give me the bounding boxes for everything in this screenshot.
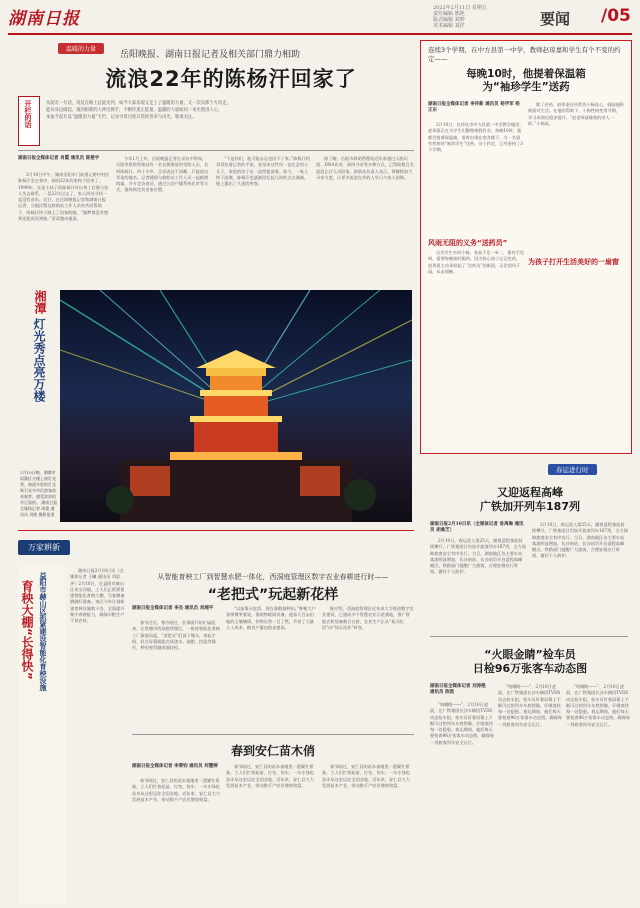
- anren-byline: 湖南日报全媒体记者 李秉钧 通讯员 何慧婷: [132, 764, 218, 769]
- firewatch-body-col-3: [566, 684, 630, 902]
- editor-1: 责任编辑 邢艳: [433, 11, 465, 17]
- issue-date: 2022年2月11日 星期五: [433, 5, 487, 11]
- lead-body-text: 今年1月上旬，岳阳晚报记者在采访中得知，岳阳市救助管理站有一名长期滞留的受助人员，名叫陈杨汗，四十多岁，言语表达不清晰，只能说出零星的地名。记者随即与救助站工作人员一起梳理线索，多方走访查证，通过公安户籍系统比对等方式，最终锁定其老家位置。: [116, 156, 209, 193]
- boxed-headline-line-1: 每晚10时，他提着保温箱: [466, 68, 586, 80]
- lead-kicker: 岳阳晚报、湖南日报记者及相关部门鼎力相助: [120, 50, 301, 60]
- boxed-subhead-1: 风雨无阻的义务“送药员”: [428, 239, 508, 247]
- boxed-body-b: [428, 250, 524, 446]
- boxed-body-c: [528, 102, 624, 252]
- firewatch-body-text: “咯嘣咯——”，2月10日凌晨，在广铁集团长沙车辆段TVDS动态检车组，检车员盯着屏幕上不断闪过的列车车底图像，仔细查找每一处隐患。春运期间，他们每天要检查96万张客车动态图，确保每一列旅客列车安全运行。: [566, 684, 630, 727]
- wanjia-byline: 湖南日报全媒体记者 李杰 通讯员 刘湘平: [132, 606, 214, 611]
- newspaper-logo: 湖南日报: [8, 9, 80, 29]
- photo-label: [18, 290, 58, 402]
- lead-side-label: 开栏的话: [24, 100, 32, 128]
- photo-label-city: 湘潭: [33, 290, 47, 314]
- anren-body-col-1: [132, 778, 220, 902]
- lead-body-col-3: [216, 156, 310, 282]
- lead-body-col-1: [18, 172, 110, 282]
- boxed-headline-line-2: 为“袖珍学生”送药: [482, 81, 570, 93]
- lead-side-label-box: [18, 96, 40, 146]
- wanjia-top-rule: [18, 530, 414, 531]
- light-show-photo: [60, 290, 412, 522]
- boxed-body-text: 除了送药，赵琼嘉还经常找小杨谈心，鼓励他积极面对生活。在他的帮助下，小杨性格变得开朗，学习成绩也稳步提升。“赵老师就像我的亲人一样。”小杨说。: [528, 102, 624, 126]
- lead-body-col-2: [116, 156, 210, 282]
- masthead-meta: [433, 5, 543, 29]
- anren-body-text: 春节刚过，安仁县的苗木基地里一派繁忙景象，工人们忙着起苗、打包、装车，一车车绿化苗木从这里运往全国各地。近年来，安仁县大力发展苗木产业，带动数千户农民增收致富。: [132, 778, 220, 802]
- section-name: 要闻: [540, 10, 571, 28]
- firewatch-headline: [430, 648, 630, 676]
- lead-byline: 湖南日报全媒体记者 肖霞 通讯员 陈楚宇: [18, 156, 100, 161]
- wanjia-body-col-3: [322, 606, 414, 728]
- anren-body-text: 春节刚过，安仁县的苗木基地里一派繁忙景象，工人们忙着起苗、打包、装车，一车车绿化苗木从这里运往全国各地。近年来，安仁县大力发展苗木产业，带动数千户农民增收致富。: [322, 764, 410, 788]
- boxed-headline: [428, 68, 624, 94]
- wanjia-vertical-body-text: 湖南日报2月10日讯（全媒体记者 王曦 通讯员 刘思齐）2月10日，在益阳市赫山区泉交河镇，工人们正抓紧搭建智能化育秧大棚，为春耕备耕做好准备。该区今年计划新建育秧设施数十处，全面提升集中育秧能力，确保早稻生产不误农时。: [70, 568, 125, 624]
- firewatch-body-text: “咯嘣咯——”，2月10日凌晨，在广铁集团长沙车辆段TVDS动态检车组，检车员盯着屏幕上不断闪过的列车车底图像，仔细查找每一处隐患。春运期间，他们每天要检查96万张客车动态图，确保每一列旅客列车安全运行。: [430, 702, 494, 745]
- lead-intro-line: 能从身边做起，遇到困难的人伸出援手，不断传递正能量，温暖的力量如同一束光照进人心，: [46, 108, 223, 113]
- photo-illustration: [60, 290, 412, 522]
- cfrs-tag: 春运进行时: [548, 464, 597, 475]
- cfrs-body-text: 2月10日，春运进入第25天，随着返程客流持续攀升，广铁集团日均加开旅客列车187列，全力保障旅客安全有序出行。当日，湖南地区各主要车站客流明显增加，长沙南站、长沙站均开启返程高峰模式。铁路部门提醒广大旅客，合理安排出行时间，做好个人防护。: [532, 522, 628, 559]
- photo-label-title: 灯光秀点亮万楼: [32, 318, 46, 402]
- lead-body-col-4: [316, 156, 414, 282]
- firewatch-byline: 湖南日报全媒体记者 刘涛艳 通讯员 陈致: [430, 684, 486, 695]
- boxed-body-text: 这名学生名叫小杨，身高不足一米二，患有罕见病，需要每晚按时服药。因为担心孩子忘记吃药，赵琼嘉主动承担起了“送药员”的职责，无论刮风下雨，从未间断。: [428, 250, 524, 274]
- cfrs-headline-line-1: 又迎返程高峰: [497, 486, 563, 499]
- lead-body-text: “不是你们，他可能永远也回不了家。”陈杨汗的哥哥拉着记者的手说，老母亲这些年一直在念叨小儿子，家里的房子也一直给他留着。如今，一家人终于团聚，陈杨汗也逐渐回忆起儿时的点点滴滴，脸上露出了久违的笑容。: [216, 156, 310, 187]
- boxed-body-a: [428, 122, 524, 232]
- photo-caption: 2月10日晚，湘潭市雨湖区万楼上演灯光秀，绚丽多彩的灯光吸引众多市民游客前来观赏，感受浓浓的节日氛围。 湖南日报全媒体记者 周俊 通讯员 刘皓 摄影报道: [20, 470, 58, 517]
- wanjia-vertical-box: [18, 566, 66, 904]
- firewatch-divider: [430, 636, 628, 637]
- cfrs-body-col-2: [532, 522, 628, 628]
- lead-intro: [46, 100, 414, 121]
- boxed-body-text: 2月10日，在怀化市中方县第一中学教学楼里，赵琼嘉正在为学生们整理寒假作业。每晚10时，他都会提着保温箱，准时出现在宿舍楼下，为一名患有疾病的“袖珍学生”送药。这个约定，已经坚持了3个学期。: [428, 122, 524, 153]
- editor-2: 版式编辑 刘帅: [433, 17, 465, 23]
- firewatch-body-text: “咯嘣咯——”，2月10日凌晨，在广铁集团长沙车辆段TVDS动态检车组，检车员盯着屏幕上不断闪过的列车车底图像，仔细查找每一处隐患。春运期间，他们每天要检查96万张客车动态图，确保每一列旅客列车安全运行。: [498, 684, 562, 727]
- anren-body-text: 春节刚过，安仁县的苗木基地里一派繁忙景象，工人们忙着起苗、打包、装车，一车车绿化苗木从这里运往全国各地。近年来，安仁县大力发展苗木产业，带动数千户农民增收致富。: [226, 764, 314, 788]
- firewatch-body-col-1: [430, 702, 494, 902]
- wanjia-vertical-sub: 益阳市赫山区抓紧建设智能化育秧设施: [39, 572, 47, 691]
- anren-body-col-3: [322, 764, 414, 902]
- lead-divider: [18, 150, 414, 151]
- cfrs-body-col-1: [430, 538, 526, 628]
- lead-body-text: 据了解，岳阳市救助管理站近年来通过人脸识别、DNA比对、网络寻亲等多种方式，已帮助数百名流浪乞讨人员回家。救助站负责人表示，将继续加大寻亲力度，让更多流浪在外的人早日与家人团聚。: [316, 156, 414, 180]
- cfrs-byline: 湖南日报2月10日讯（全媒体记者 易禹琳 通讯员 胡桑芝）: [430, 522, 524, 533]
- lead-headline: 流浪22年的陈杨汗回家了: [105, 67, 357, 91]
- wanjia-banner: 万家耕新: [18, 540, 70, 555]
- boxed-kicker: 连续3个学期，在中方县第一中学，教师赵琼嘉和学生有个不变的约定——: [428, 46, 621, 63]
- cfrs-headline-line-2: 广铁加开列车187列: [480, 500, 580, 513]
- lead-intro-line: 从前有一句话，说是在路上总能见到、如今大家乐观又走上了温暖的力量，又一次向那个方向走，: [46, 101, 231, 106]
- wanjia-body-col-1: [132, 620, 220, 728]
- lead-intro-line: 本报今起开设“温暖的力量”专栏，记录寻常百姓日常的善举与闪光，敬请关注。: [46, 115, 197, 120]
- anren-headline: 春到安仁苗木俏: [230, 744, 315, 758]
- masthead-rule: [8, 33, 632, 35]
- anren-divider: [132, 734, 414, 735]
- wanjia-kicker: 从智能育秧工厂到智慧水肥一体化，西洞庭管理区数字农业春耕进行时——: [157, 573, 389, 581]
- firewatch-body-col-2: [498, 684, 562, 902]
- firewatch-headline-line-2: 日检96万张客车动态图: [472, 662, 588, 675]
- anren-body-col-2: [226, 764, 318, 902]
- boxed-byline: 湖南日报全媒体记者 李传新 通讯员 杨学军 杨正东: [428, 102, 520, 113]
- cfrs-body-text: 2月10日，春运进入第25天，随着返程客流持续攀升，广铁集团日均加开旅客列车187列，全力保障旅客安全有序出行。当日，湖南地区各主要车站客流明显增加，长沙南站、长沙站均开启返程高峰模式。铁路部门提醒广大旅客，合理安排出行时间，做好个人防护。: [430, 538, 526, 575]
- firewatch-headline-line-1: “火眼金睛”检车员: [484, 648, 576, 661]
- wanjia-vertical-body: [70, 568, 126, 904]
- lead-tag: 温暖的力量: [58, 43, 104, 54]
- boxed-subhead-2: 为孩子打开生活美好的一扇窗: [528, 258, 619, 266]
- wanjia-body-text: “以前靠天吃饭，现在靠数据种田。”种粮大户张师傅笑着说，借助物联网设备，他家几百亩田地的土壤墒情、作物长势一目了然，节省了大量人工成本，粮食产量也稳步提高。: [226, 606, 316, 630]
- wanjia-body-text: 据介绍，西洞庭管理区近年来大力推进数字农业建设，已建成多个智慧农业示范基地，推广智能农机装备数百台套，农业生产正从“看天吃饭”向“知天而作”转变。: [322, 606, 414, 630]
- cfrs-headline: [430, 486, 630, 514]
- page-number: /05: [601, 6, 631, 26]
- wanjia-body-text: 春节过后，寒冷刚过，农事就开始忙碌起来。在常德市西洞庭管理区，一座座智能化育秧工厂拔地而起，“老把式”们放下锄头，拿起手机，轻点屏幕就能完成浇水、施肥、控温等操作，种田变得越来越轻松。: [132, 620, 220, 651]
- wanjia-body-col-2: [226, 606, 318, 728]
- lead-body-text: 2月10日中午，湖南岳阳市门前道元桥村村民陈杨汗坐在家中，阔别22年的家终于回来了。1999年，还是小伙子的陈杨汗外出务工后便与家人失去联系，一晃22年过去了，家人四处寻找一直没有音讯。近日，在岳阳晚报记者和湖南日报记者、当地民警及救助站工作人员的共同帮助下，陈杨汗终于踏上了回家的路。“做梦都没有想到还能再见到他。”哥哥激动地说。: [18, 172, 110, 222]
- editor-3: 美术编辑 刘洋: [433, 23, 465, 29]
- wanjia-vertical-title: 育秧大棚“长得快”: [20, 580, 34, 680]
- wanjia-headline: “老把式”玩起新花样: [207, 587, 339, 603]
